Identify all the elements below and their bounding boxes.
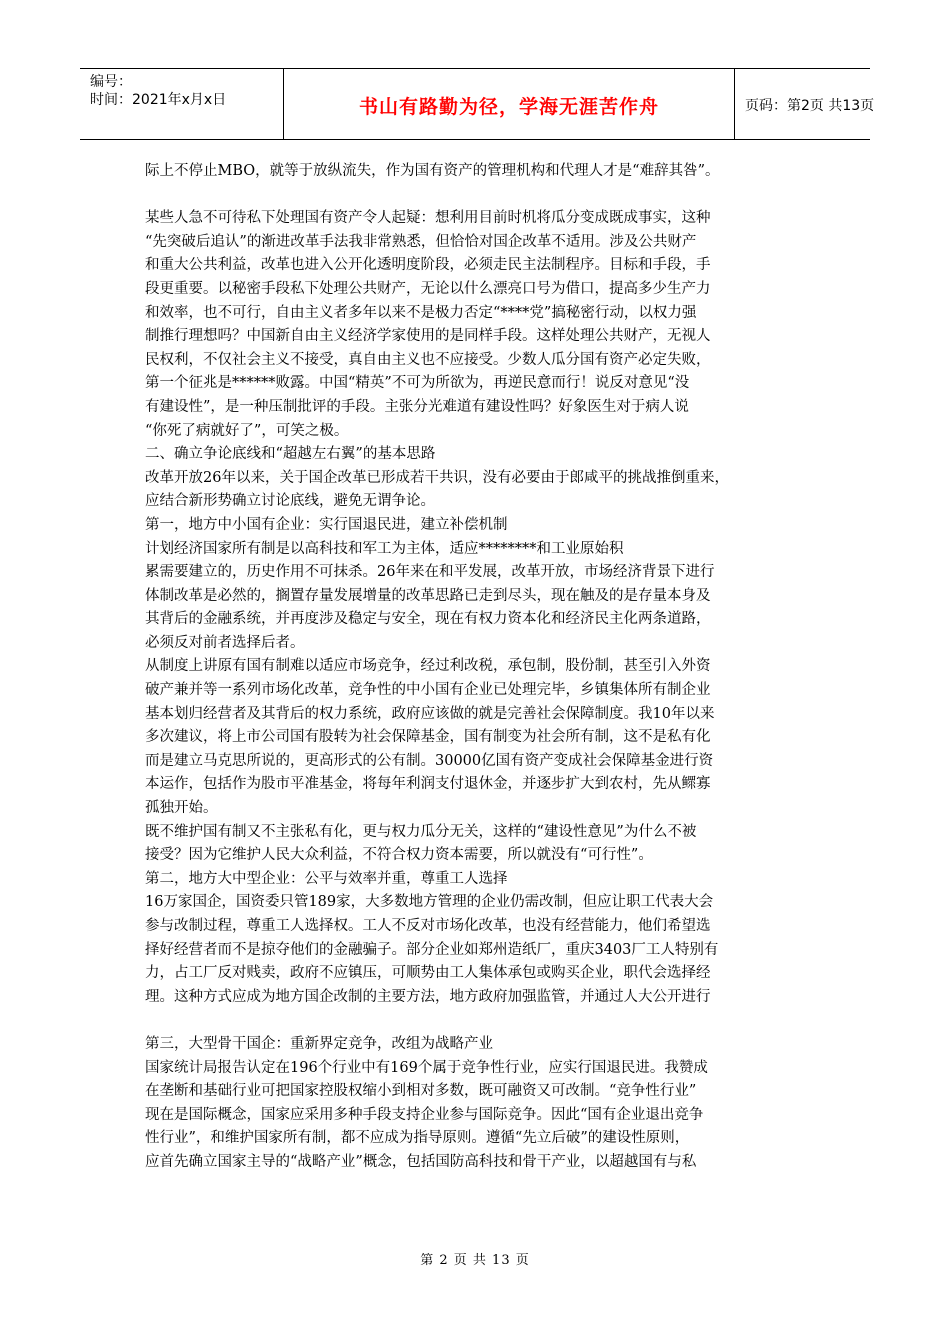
page-footer: 第 2 页 共 13 页 [420,1253,530,1268]
motto-text: 书山有路勤为径，学海无涯苦作舟 [358,96,659,118]
body-line: 多次建议，将上市公司国有股转为社会保障基金，国有制变为社会所有制，这不是私有化 [145,729,711,746]
body-line: 现在是国际概念，国家应采用多种手段支持企业参与国际竞争。因此“国有企业退出竞争 [145,1106,704,1123]
blank-line [145,184,825,208]
body-line: 二、确立争论底线和“超越左右翼”的基本思路 [145,446,436,463]
number-label: 编号： [90,74,132,90]
body-line: 计划经济国家所有制是以高科技和军工为主体，适应********和工业原始积 [145,540,624,557]
body-line: 民权利，不仅社会主义不接受，真自由主义也不应接受。少数人瓜分国有资产必定失败， [145,351,711,368]
body-line: 第二，地方大中型企业：公平与效率并重，尊重工人选择 [145,870,508,887]
page-code: 页码：第2页 共13页 [745,98,875,114]
body-line: 在垄断和基础行业可把国家控股权缩小到相对多数，既可融资又可改制。“竞争性行业” [145,1083,697,1100]
blank-line [145,1009,825,1033]
body-line: 和重大公共利益，改革也进入公开化透明度阶段，必须走民主法制程序。目标和手段，手 [145,257,711,274]
body-line: 接受？因为它维护人民大众利益，不符合权力资本需要，所以就没有“可行性”。 [145,847,653,864]
body-line: 从制度上讲原有国有制难以适应市场竞争，经过利改税，承包制，股份制，甚至引入外资 [145,658,711,675]
body-line: 国家统计局报告认定在196个行业中有169个属于竞争性行业，应实行国退民进。我赞成 [145,1059,708,1076]
body-line: 孤独开始。 [145,800,218,817]
body-line: “你死了病就好了”，可笑之极。 [145,422,349,439]
body-line: 择好经营者而不是掠夺他们的金融骗子。部分企业如郑州造纸厂，重庆3403厂工人特别有 [145,941,719,958]
document-body [145,160,825,1175]
header-page-cell [735,69,875,139]
body-line: 基本划归经营者及其背后的权力系统，政府应该做的就是完善社会保障制度。我10年以来 [145,705,715,722]
body-line: 既不维护国有制又不主张私有化，更与权力瓜分无关，这样的“建设性意见”为什么不被 [145,823,697,840]
body-line: 力，占工厂反对贱卖，政府不应镇压，可顺势由工人集体承包或购买企业，职代会选择经 [145,965,711,982]
body-line: 16万家国企，国资委只管189家，大多数地方管理的企业仍需改制，但应让职工代表大会 [145,894,714,911]
body-line: 第一，地方中小国有企业：实行国退民进，建立补偿机制 [145,516,508,533]
body-line: 第一个征兆是******败露。中国“精英”不可为所欲为，再逆民意而行！说反对意见“没 [145,375,690,392]
body-line: 其背后的金融系统，并再度涉及稳定与安全，现在有权力资本化和经济民主化两条道路， [145,611,711,628]
body-line: 际上不停止MBO，就等于放纵流失，作为国有资产的管理机构和代理人才是“难辞其咎”。 [145,163,720,179]
body-line: 体制改革是必然的，搁置存量发展增量的改革思路已走到尽头，现在触及的是存量本身及 [145,587,711,604]
body-line: 理。这种方式应成为地方国企改制的主要方法，地方政府加强监管，并通过人大公开进行 [145,988,711,1005]
page-header [80,68,875,140]
body-line: 累需要建立的，历史作用不可抹杀。26年来在和平发展，改革开放，市场经济背景下进行 [145,564,715,581]
body-line: 制推行理想吗？中国新自由主义经济学家使用的是同样手段。这样处理公共财产，无视人 [145,328,711,345]
header-info-cell [80,69,284,139]
body-line: 应结合新形势确立讨论底线，避免无谓争论。 [145,493,435,510]
body-line: 改革开放26年以来，关于国企改革已形成若干共识，没有必要由于郎咸平的挑战推倒重来， [145,469,729,486]
body-line: 参与改制过程，尊重工人选择权。工人不反对市场化改革，也没有经营能力，他们希望选 [145,918,711,934]
body-line: 本运作，包括作为股市平准基金，将每年利润支付退休金，并逐步扩大到农村，先从鳏寡 [145,776,711,793]
body-line: 有建设性”，是一种压制批评的手段。主张分光难道有建设性吗？好象医生对于病人说 [145,398,689,415]
time-label: 时间：2021年x月x日 [90,92,227,108]
body-line: 性行业”，和维护国家所有制，都不应成为指导原则。遵循“先立后破”的建设性原则， [145,1130,690,1147]
body-line: 第三，大型骨干国企：重新界定竞争，改组为战略产业 [145,1035,493,1052]
body-line: 破产兼并等一系列市场化改革，竞争性的中小国有企业已处理完毕，乡镇集体所有制企业 [145,682,711,699]
body-line: 和效率，也不可行，自由主义者多年以来不是极力否定“****党”搞秘密行动，以权力强 [145,304,697,321]
body-line: “先突破后追认”的渐进改革手法我非常熟悉，但恰恰对国企改革不适用。涉及公共财产 [145,233,697,250]
body-line: 某些人急不可待私下处理国有资产令人起疑：想利用目前时机将瓜分变成既成事实，这种 [145,210,711,227]
body-line: 段更重要。以秘密手段私下处理公共财产，无论以什么漂亮口号为借口，提高多少生产力 [145,280,711,297]
body-line: 应首先确立国家主导的“战略产业”概念，包括国防高科技和骨干产业，以超越国有与私 [145,1153,697,1170]
body-line: 而是建立马克思所说的，更高形式的公有制。30000亿国有资产变成社会保障基金进行资 [145,752,714,769]
header-motto-cell [284,69,735,139]
body-line: 必须反对前者选择后者。 [145,634,305,651]
